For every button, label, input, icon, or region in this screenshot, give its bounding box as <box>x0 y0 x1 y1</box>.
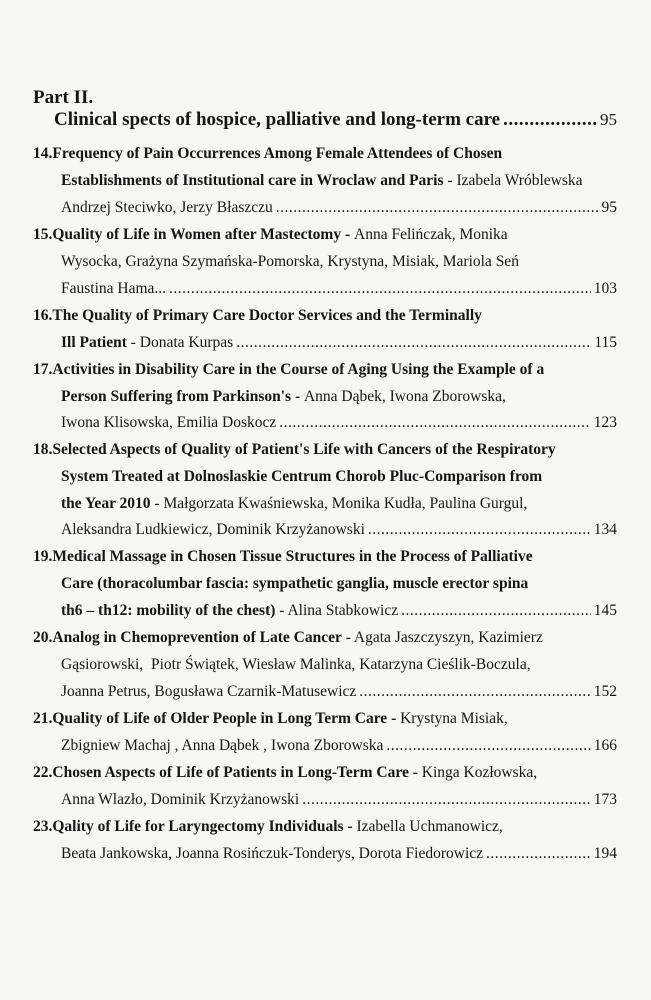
entry-title: Person Suffering from Parkinson's - <box>61 388 304 405</box>
part-title: Part II. <box>33 87 94 108</box>
entry-authors: Anna Felińczak, Monika <box>354 226 508 243</box>
dot-leader <box>401 600 591 622</box>
page-number: 166 <box>593 737 617 754</box>
dot-leader <box>368 519 591 541</box>
entry-title: 18.Selected Aspects of Quality of Patient's Life with Cancers of the Respiratory <box>33 441 556 458</box>
toc-entry-line <box>61 466 617 488</box>
toc-entry-line <box>33 708 617 730</box>
toc-entry-line <box>33 143 617 165</box>
entry-title: 16.The Quality of Primary Care Doctor Services and the Terminally <box>33 307 482 324</box>
toc-entry-line <box>61 170 617 192</box>
entry-title: Establishments of Institutional care in Wroclaw and Paris <box>61 172 444 189</box>
entry-authors: - Agata Jaszczyszyn, Kazimierz <box>341 629 543 646</box>
toc-entry-line <box>61 573 617 595</box>
toc-entry-line <box>33 224 617 246</box>
entry-title: System Treated at Dolnoslaskie Centrum Chorob Pluc-Comparison from <box>61 468 543 485</box>
entry-title: 23.Qality of Life for Laryngectomy Individuals - <box>33 818 357 835</box>
toc-entry-line <box>33 439 617 461</box>
page-number: 95 <box>600 110 617 129</box>
toc-entry-line <box>61 681 617 703</box>
dot-leader <box>276 197 599 219</box>
toc-entry-line <box>61 278 617 300</box>
entry-authors: - Alina Stabkowicz <box>275 602 399 619</box>
dot-leader <box>486 843 591 865</box>
toc-entry-line <box>61 332 617 354</box>
toc-entry-line <box>61 843 617 865</box>
entry-title: 20.Analog in Chemoprevention of Late Cancer <box>33 629 342 646</box>
entry-authors: Iwona Klisowska, Emilia Doskocz <box>61 414 277 431</box>
entry-title: 21.Quality of Life of Older People in Long Term Care - <box>33 710 401 727</box>
entry-title: 14.Frequency of Pain Occurrences Among Female Attendees of Chosen <box>33 145 503 162</box>
page-number: 173 <box>593 791 617 808</box>
toc-entry-line <box>61 386 617 408</box>
toc-entry-line <box>33 816 617 838</box>
dot-leader <box>302 789 591 811</box>
entry-authors: - Donata Kurpas <box>126 334 234 351</box>
entry-title: the Year 2010 <box>61 495 151 512</box>
dot-leader <box>169 278 591 300</box>
entry-authors: Andrzej Steciwko, Jerzy Błaszczu <box>61 199 273 216</box>
entry-authors: Kinga Kozłowska, <box>421 764 538 781</box>
toc-entry-line <box>33 305 617 327</box>
entry-authors: Anna Dąbek, Iwona Zborowska, <box>303 388 506 405</box>
entry-authors: Aleksandra Ludkiewicz, Dominik Krzyżanowski <box>61 521 365 538</box>
dot-leader <box>279 412 591 434</box>
toc-entry-line <box>33 359 617 381</box>
dot-leader <box>386 735 590 757</box>
toc-entry-line <box>61 197 617 219</box>
entry-title: th6 – th12: mobility of the chest) <box>61 602 276 619</box>
entry-authors: Krystyna Misiak, <box>400 710 508 727</box>
entry-title: Ill Patient <box>61 334 127 351</box>
page-number: 103 <box>593 280 617 297</box>
toc-entry-line <box>33 627 617 649</box>
dot-leader <box>503 107 597 133</box>
entry-authors: Anna Wlazło, Dominik Krzyżanowski <box>61 791 300 808</box>
toc-entry-line <box>61 789 617 811</box>
toc-entry-line <box>33 762 617 784</box>
entry-authors: Faustina Hama... <box>61 280 167 297</box>
page-number: 115 <box>594 334 617 351</box>
dot-leader <box>236 332 591 354</box>
part-subtitle: Clinical spects of hospice, palliative and long-term care <box>54 109 501 130</box>
page-number: 95 <box>601 199 617 216</box>
entry-authors: Zbigniew Machaj , Anna Dąbek , Iwona Zborowska <box>61 737 384 754</box>
entry-authors: Izabella Uchmanowicz, <box>356 818 503 835</box>
toc-entry-line <box>61 493 617 515</box>
entry-title: 19.Medical Massage in Chosen Tissue Structures in the Process of Palliative <box>33 548 533 565</box>
toc-entry-line <box>61 600 617 622</box>
toc-entry-line <box>61 251 617 273</box>
entry-title: 22.Chosen Aspects of Life of Patients in Long-Term Care - <box>33 764 422 781</box>
page-number: 194 <box>593 845 617 862</box>
entry-authors: Beata Jankowska, Joanna Rosińczuk-Tonderys, Dorota Fiedorowicz <box>61 845 484 862</box>
entry-title: Care (thoracolumbar fascia: sympathetic ganglia, muscle erector spina <box>61 575 529 592</box>
toc-entry-line <box>61 519 617 541</box>
entry-authors: - Małgorzata Kwaśniewska, Monika Kudła, Paulina Gurgul, <box>150 495 528 512</box>
entry-authors: - Izabela Wróblewska <box>443 172 583 189</box>
toc-entry-line <box>33 546 617 568</box>
entry-title: 15.Quality of Life in Women after Mastectomy - <box>33 226 354 243</box>
page-number: 152 <box>593 683 617 700</box>
page-number: 145 <box>593 602 617 619</box>
page-number: 134 <box>593 521 617 538</box>
toc-entry-line <box>61 412 617 434</box>
entry-title: 17.Activities in Disability Care in the Course of Aging Using the Example of a <box>33 361 545 378</box>
entry-authors: Wysocka, Grażyna Szymańska-Pomorska, Krystyna, Misiak, Mariola Seń <box>61 253 519 270</box>
toc-entry-line <box>61 735 617 757</box>
toc-entry-line <box>61 654 617 676</box>
entry-authors: Joanna Petrus, Bogusława Czarnik-Matusewicz <box>61 683 357 700</box>
dot-leader <box>359 681 590 703</box>
part-subtitle-line <box>54 107 617 133</box>
page-number: 123 <box>593 414 617 431</box>
entry-authors: Gąsiorowski, Piotr Świątek, Wiesław Malinka, Katarzyna Cieślik-Boczula, <box>61 656 531 673</box>
